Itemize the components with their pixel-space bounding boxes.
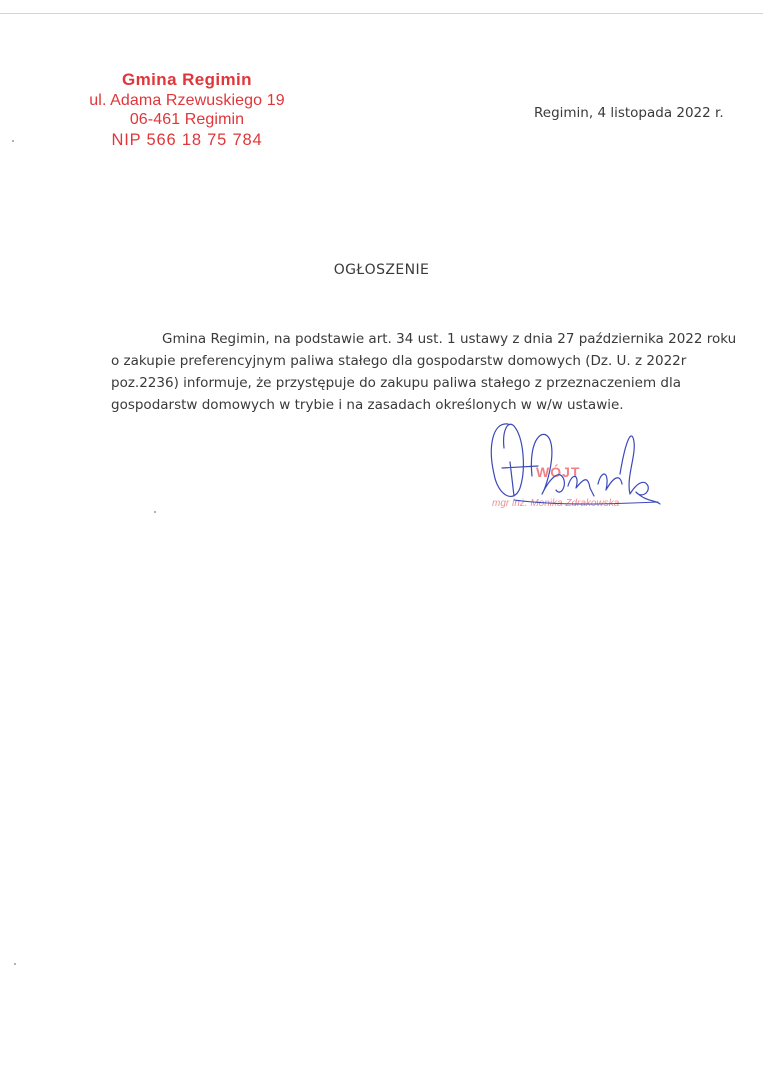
scan-speck [12,140,14,142]
body-line: Gmina Regimin, na podstawie art. 34 ust. 1 ustawy z dnia 27 października 2022 roku [162,331,737,347]
handwritten-signature [480,418,665,518]
announcement-body [111,328,737,416]
signature-block [480,418,665,518]
stamp-street: ul. Adama Rzewuskiego 19 [89,91,285,109]
signature-stroke [491,424,660,504]
scan-speck [154,511,156,513]
municipality-stamp [82,70,292,150]
signature-underline [514,500,658,504]
stamp-nip: NIP 566 18 75 784 [111,130,263,149]
stamp-name: Gmina Regimin [122,70,252,89]
body-line: o zakupie preferencyjnym paliwa stałego dla gospodarstw domowych (Dz. U. z 2022r [111,353,687,369]
signature-stamp-title: WÓJT [536,464,581,480]
document-title: OGŁOSZENIE [333,262,430,278]
body-line: gospodarstw domowych w trybie i na zasadach określonych w w/w ustawie. [111,397,624,413]
scan-speck [14,963,16,965]
body-line: poz.2236) informuje, że przystępuje do zakupu paliwa stałego z przeznaczeniem dla [111,375,682,391]
scan-edge-line [0,13,763,14]
signature-stamp-name: mgr inż. Monika Zdrakowska [492,498,620,509]
stamp-postal: 06-461 Regimin [129,111,245,129]
document-date: Regimin, 4 listopada 2022 r. [534,105,724,121]
